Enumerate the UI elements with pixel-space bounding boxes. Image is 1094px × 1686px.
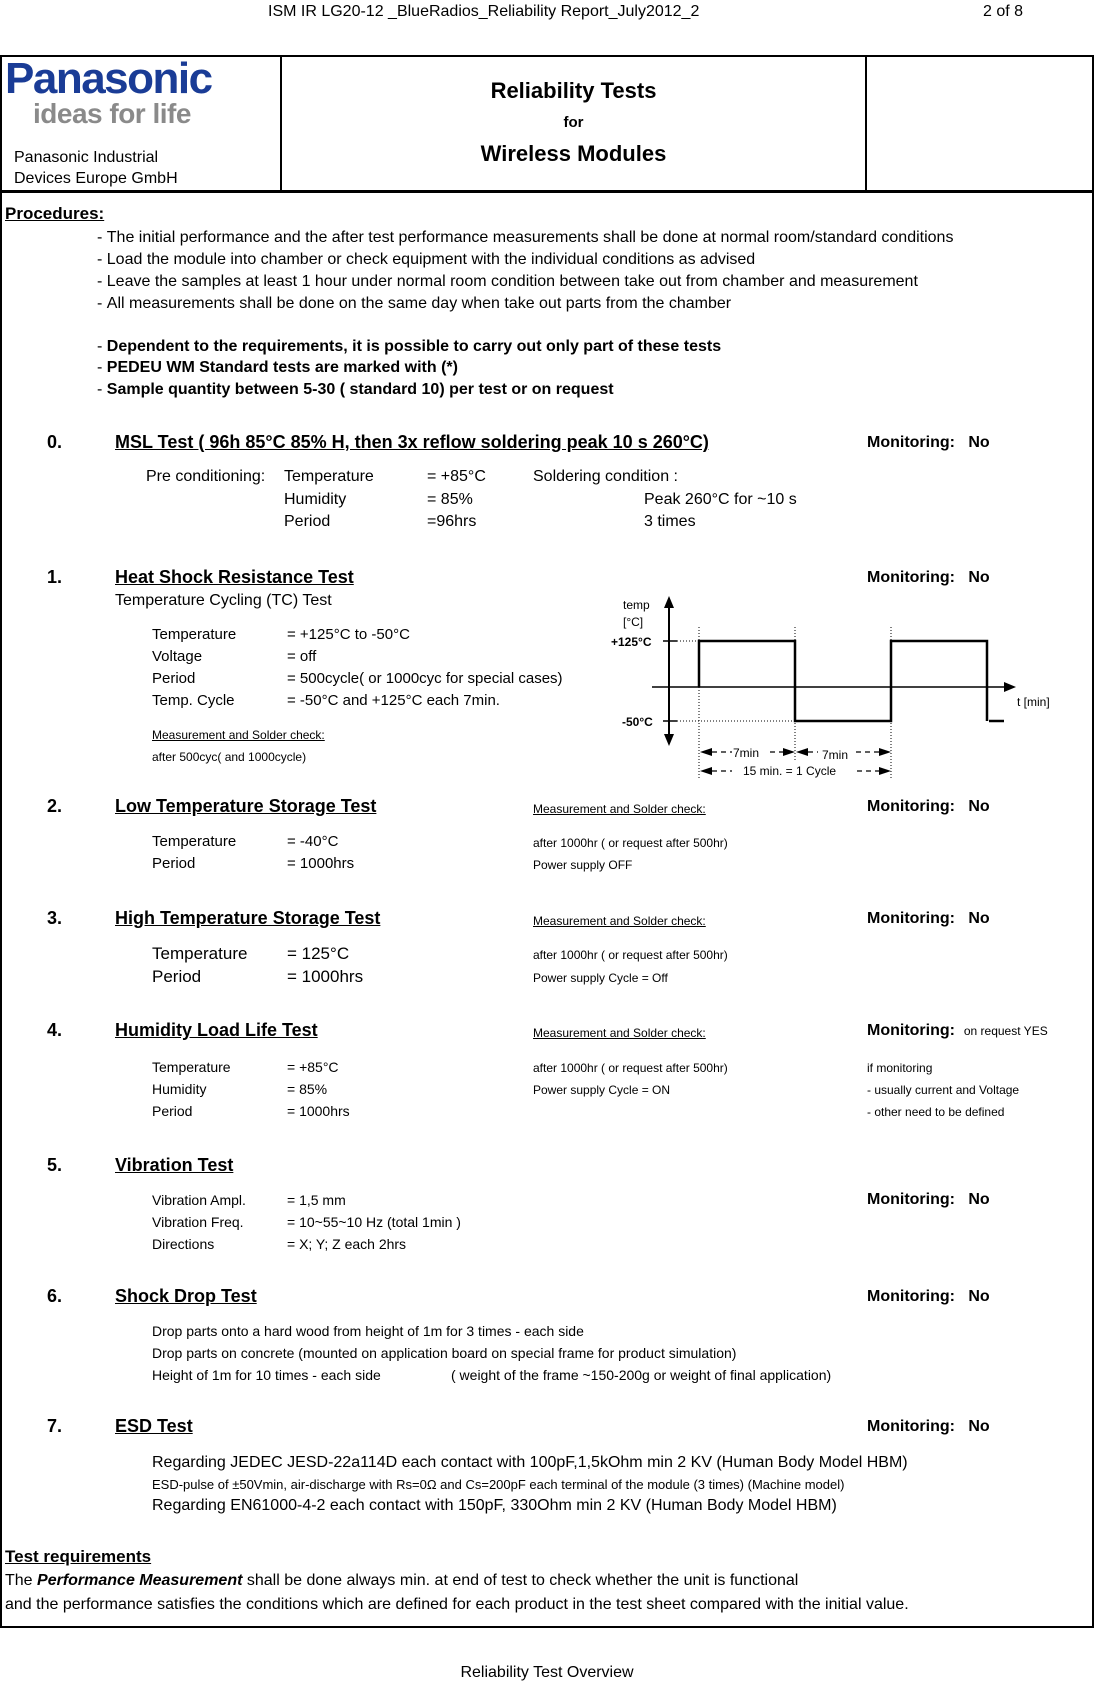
param-label: Period xyxy=(152,855,196,872)
procedures-heading: Procedures: xyxy=(5,204,105,223)
monitoring-status: Monitoring: No xyxy=(867,569,990,586)
segment-2-duration: 7min xyxy=(822,748,849,762)
report-subtitle: Wireless Modules xyxy=(480,141,667,166)
param-value: = 1,5 mm xyxy=(287,1192,346,1208)
measurement-check-detail: after 1000hr ( or request after 500hr) xyxy=(533,948,728,962)
measurement-check-detail: Power supply OFF xyxy=(533,858,633,872)
requirements-line: The Performance Measurement shall be done always min. at end of test to check whether the unit is functional xyxy=(5,1572,799,1589)
param-label: Period xyxy=(152,670,196,687)
param-label: Directions xyxy=(152,1236,215,1252)
page-number: 2 of 8 xyxy=(983,3,1024,20)
test-subtitle: Temperature Cycling (TC) Test xyxy=(115,592,332,609)
param-label: Temperature xyxy=(284,468,374,485)
param-value: = 10~55~10 Hz (total 1min ) xyxy=(287,1214,461,1230)
procedure-item: - All measurements shall be done on the same day when take out parts from the chamber xyxy=(97,295,732,312)
param-value: = 85% xyxy=(427,491,473,508)
monitoring-status: Monitoring: No xyxy=(867,1288,990,1305)
test-description-line: Regarding JEDEC JESD-22a114D each contact with 100pF,1,5kOhm min 2 KV (Human Body Model HBM) xyxy=(152,1454,908,1471)
page-footer: Reliability Test Overview xyxy=(460,1664,634,1681)
param-label: Temperature xyxy=(152,944,248,963)
segment-1-duration: 7min xyxy=(733,746,760,760)
report-title: Reliability Tests xyxy=(490,78,657,103)
param-value: = 1000hrs xyxy=(287,967,364,986)
requirements-heading: Test requirements xyxy=(5,1547,152,1566)
param-value: = 85% xyxy=(287,1081,328,1097)
test-number: 4. xyxy=(47,1020,63,1040)
param-label: Period xyxy=(284,513,331,530)
param-value: =96hrs xyxy=(427,513,477,530)
test-number: 6. xyxy=(47,1286,63,1306)
test-title: MSL Test ( 96h 85°C 85% H, then 3x reflow soldering peak 10 s 260°C) xyxy=(115,432,709,452)
monitoring-status: Monitoring: No xyxy=(867,910,990,927)
param-label: Period xyxy=(152,967,202,986)
monitoring-status: Monitoring: No xyxy=(867,434,990,451)
param-label: Temperature xyxy=(152,833,237,850)
monitoring-status: Monitoring: on request YES xyxy=(867,1022,1048,1039)
measurement-check-detail: after 500cyc( and 1000cycle) xyxy=(152,750,307,764)
param-label: Voltage xyxy=(152,648,203,665)
pre-conditioning-label: Pre conditioning: xyxy=(146,468,266,485)
test-description-line: ESD-pulse of ±50Vmin, air-discharge with Rs=0Ω and Cs=200pF each terminal of the module (3 times) (Machine model) xyxy=(152,1477,845,1492)
procedure-note: - PEDEU WM Standard tests are marked with (*) xyxy=(97,359,458,376)
measurement-check-detail: Power supply Cycle = ON xyxy=(533,1083,671,1097)
measurement-check-label: Measurement and Solder check: xyxy=(533,802,706,816)
measurement-check-detail: after 1000hr ( or request after 500hr) xyxy=(533,836,728,850)
monitoring-status: Monitoring: No xyxy=(867,798,990,815)
param-value: = -50°C and +125°C each 7min. xyxy=(287,692,500,709)
soldering-condition-label: Soldering condition : xyxy=(533,468,678,485)
monitoring-status: Monitoring: No xyxy=(867,1191,990,1208)
measurement-check-detail: Power supply Cycle = Off xyxy=(533,971,668,985)
procedure-note: - Dependent to the requirements, it is possible to carry out only part of these tests xyxy=(97,338,722,355)
param-label: Period xyxy=(152,1103,193,1119)
test-number: 0. xyxy=(47,432,63,452)
test-title: High Temperature Storage Test xyxy=(115,908,381,928)
measurement-check-label: Measurement and Solder check: xyxy=(533,914,706,928)
test-title: ESD Test xyxy=(115,1416,193,1436)
soldering-detail: Peak 260°C for ~10 s xyxy=(644,491,797,508)
param-value: = +85°C xyxy=(427,468,486,485)
param-label: Humidity xyxy=(152,1081,207,1097)
test-title: Heat Shock Resistance Test xyxy=(115,567,354,587)
y-axis-label: temp xyxy=(623,598,650,612)
test-number: 3. xyxy=(47,908,63,928)
test-title: Low Temperature Storage Test xyxy=(115,796,377,816)
y-axis-unit: [°C] xyxy=(623,615,644,629)
test-description-line: Height of 1m for 10 times - each side xyxy=(152,1367,381,1383)
param-label: Temperature xyxy=(152,626,237,643)
measurement-check-detail: after 1000hr ( or request after 500hr) xyxy=(533,1061,728,1075)
param-label: Vibration Ampl. xyxy=(152,1192,246,1208)
procedure-note: - Sample quantity between 5-30 ( standard 10) per test or on request xyxy=(97,381,614,398)
procedure-item: - Leave the samples at least 1 hour under normal room condition between take out from chamber and measurement xyxy=(97,273,918,290)
param-label: Temperature xyxy=(152,1059,231,1075)
param-value: = +85°C xyxy=(287,1059,339,1075)
cycle-duration: 15 min. = 1 Cycle xyxy=(743,764,837,778)
test-number: 2. xyxy=(47,796,63,816)
test-description-line: Regarding EN61000-4-2 each contact with 150pF, 330Ohm min 2 KV (Human Body Model HBM) xyxy=(152,1497,837,1514)
param-value: = X; Y; Z each 2hrs xyxy=(287,1236,407,1252)
logo-tagline: ideas for life xyxy=(33,98,191,129)
param-label: Vibration Freq. xyxy=(152,1214,244,1230)
param-label: Humidity xyxy=(284,491,347,508)
param-value: = off xyxy=(287,648,317,665)
param-value: = 1000hrs xyxy=(287,1103,350,1119)
measurement-check-label: Measurement and Solder check: xyxy=(533,1026,706,1040)
soldering-detail: 3 times xyxy=(644,513,696,530)
temperature-cycle-diagram xyxy=(600,590,1094,780)
test-number: 7. xyxy=(47,1416,63,1436)
measurement-check-label: Measurement and Solder check: xyxy=(152,728,325,742)
low-temp-label: -50°C xyxy=(622,715,653,729)
header-divider xyxy=(0,190,1094,193)
test-description-line: Drop parts onto a hard wood from height of 1m for 3 times - each side xyxy=(152,1323,584,1339)
x-axis-label: t [min] xyxy=(1017,695,1050,709)
monitor-note: if monitoring xyxy=(867,1061,933,1075)
param-value: = 125°C xyxy=(287,944,350,963)
param-value: = 1000hrs xyxy=(287,855,355,872)
requirements-line: and the performance satisfies the conditions which are defined for each product in the test sheet compared with the initial value. xyxy=(5,1596,909,1613)
company-name-line2: Devices Europe GmbH xyxy=(14,170,178,187)
monitor-note: - usually current and Voltage xyxy=(867,1083,1020,1097)
test-number: 5. xyxy=(47,1155,63,1175)
param-label: Temp. Cycle xyxy=(152,692,235,709)
param-value: = +125°C to -50°C xyxy=(287,626,410,643)
monitoring-status: Monitoring: No xyxy=(867,1418,990,1435)
test-title: Humidity Load Life Test xyxy=(115,1020,318,1040)
test-description-line: Drop parts on concrete (mounted on application board on special frame for product simulation) xyxy=(152,1345,737,1361)
report-title-for: for xyxy=(563,114,584,131)
header-col-divider-2 xyxy=(865,55,867,191)
document-title: ISM IR LG20-12 _BlueRadios_Reliability Report_July2012_2 xyxy=(268,3,700,20)
panasonic-logo: Panasonic xyxy=(5,54,212,103)
param-value: = 500cycle( or 1000cyc for special cases) xyxy=(287,670,563,687)
procedure-item: - The initial performance and the after test performance measurements shall be done at normal room/standard conditions xyxy=(97,229,954,246)
monitor-note: - other need to be defined xyxy=(867,1105,1005,1119)
company-name-line1: Panasonic Industrial xyxy=(14,149,159,166)
procedure-item: - Load the module into chamber or check equipment with the individual conditions as advised xyxy=(97,251,756,268)
high-temp-label: +125°C xyxy=(611,635,652,649)
test-title: Shock Drop Test xyxy=(115,1286,257,1306)
test-description-line: ( weight of the frame ~150-200g or weight of final application) xyxy=(451,1367,832,1383)
test-number: 1. xyxy=(47,567,63,587)
test-title: Vibration Test xyxy=(115,1155,234,1175)
param-value: = -40°C xyxy=(287,833,339,850)
